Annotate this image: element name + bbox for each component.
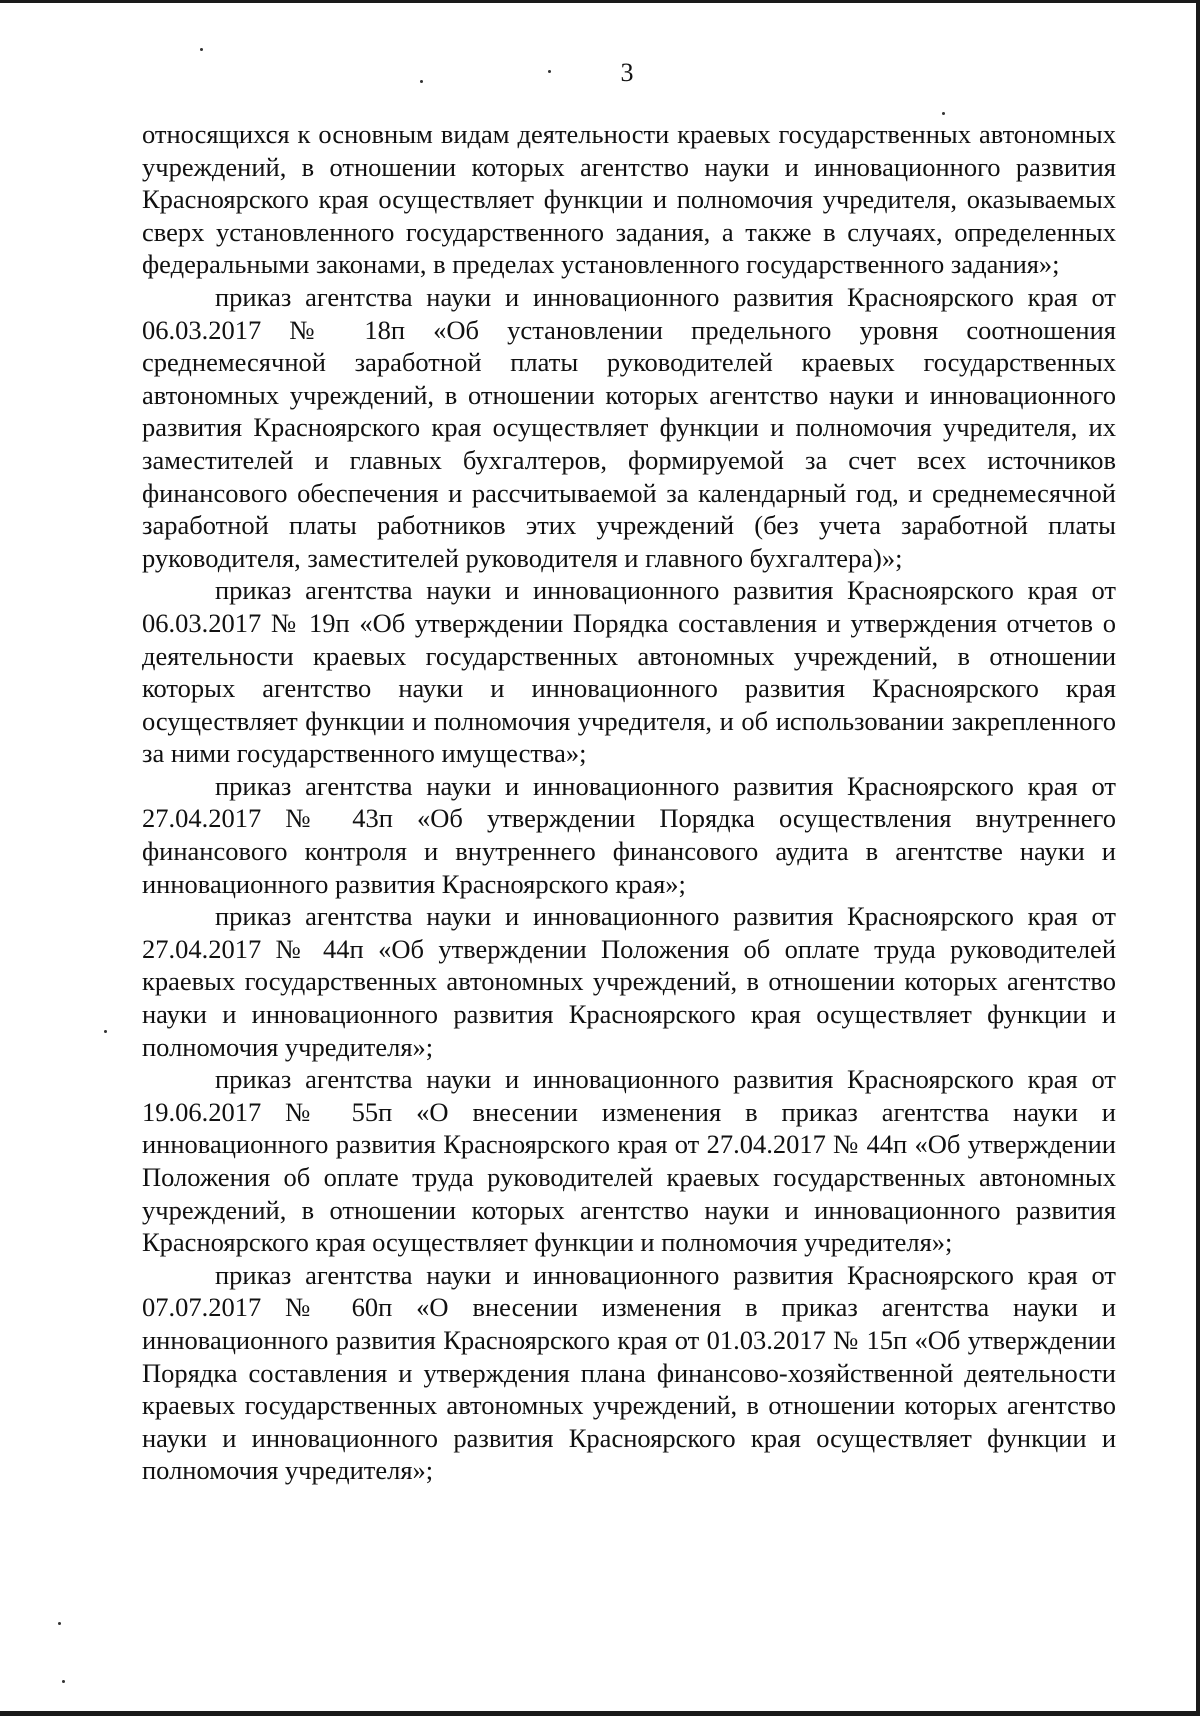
scan-border-right	[1196, 0, 1200, 1716]
scan-speck	[58, 1622, 61, 1625]
paragraph-order-60p: приказ агентства науки и инновационного развития Красноярского края от 07.07.2017 № 60п «О внесении изменения в приказ агентства науки и инновационного развития Красноярского края от 01.03.2017 № 15п «Об утверждении Порядка составления и утверждения плана финансово-хозяйственной деятельности краевых государственных автономных учреждений, в отношении которых агентство науки и инновационного развития Красноярского края осуществляет функции и полномочия учредителя»;	[142, 1259, 1116, 1486]
paragraph-order-19p: приказ агентства науки и инновационного развития Красноярского края от 06.03.2017 № 19п «Об утверждении Порядка составления и утверждения отчетов о деятельности краевых государственных автономных учреждений, в отношении которых агентство науки и инновационного развития Красноярского края осуществляет функции и полномочия учредителя, и об использовании закрепленного за ними государственного имущества»;	[142, 575, 1116, 769]
scan-speck	[200, 48, 203, 51]
scan-border-top	[0, 0, 1200, 3]
paragraph-order-18p: приказ агентства науки и инновационного развития Красноярского края от 06.03.2017 № 18п «Об установлении предельного уровня соотношения среднемесячной заработной платы руководителей краевых государственных автономных учреждений, в отношении которых агентство науки и инновационного развития Красноярского края осуществляет функции и полномочия учредителя, их заместителей и главных бухгалтеров, формируемой за счет всех источников финансового обеспечения и рассчитываемой за календарный год, и среднемесячной заработной платы работников этих учреждений (без учета заработной платы руководителя, заместителей руководителя и главного бухгалтера)»;	[142, 281, 1116, 573]
paragraph-order-43p: приказ агентства науки и инновационного развития Красноярского края от 27.04.2017 № 43п «Об утверждении Порядка осуществления внутреннего финансового контроля и внутреннего финансового аудита в агентстве науки и инновационного развития Красноярского края»;	[142, 770, 1116, 899]
page-number: 3	[620, 58, 634, 87]
scan-speck	[62, 1680, 65, 1683]
scan-speck	[104, 1030, 107, 1033]
document-body	[142, 118, 1116, 1487]
scan-border-bottom	[0, 1711, 1200, 1716]
paragraph-order-44p: приказ агентства науки и инновационного развития Красноярского края от 27.04.2017 № 44п «Об утверждении Положения об оплате труда руководителей краевых государственных автономных учреждений, в отношении которых агентство науки и инновационного развития Красноярского края осуществляет функции и полномочия учредителя»;	[142, 901, 1116, 1062]
paragraph-continuation: относящихся к основным видам деятельности краевых государственных автономных учреждений, в отношении которых агентство науки и инновационного развития Красноярского края осуществляет функции и полномочия учредителя, оказываемых сверх установленного государственного задания, а также в случаях, определенных федеральными законами, в пределах установленного государственного задания»;	[142, 119, 1116, 280]
paragraph-order-55p: приказ агентства науки и инновационного развития Красноярского края от 19.06.2017 № 55п «О внесении изменения в приказ агентства науки и инновационного развития Красноярского края от 27.04.2017 № 44п «Об утверждении Положения об оплате труда руководителей краевых государственных автономных учреждений, в отношении которых агентство науки и инновационного развития Красноярского края осуществляет функции и полномочия учредителя»;	[142, 1064, 1116, 1258]
scan-speck	[942, 112, 945, 115]
